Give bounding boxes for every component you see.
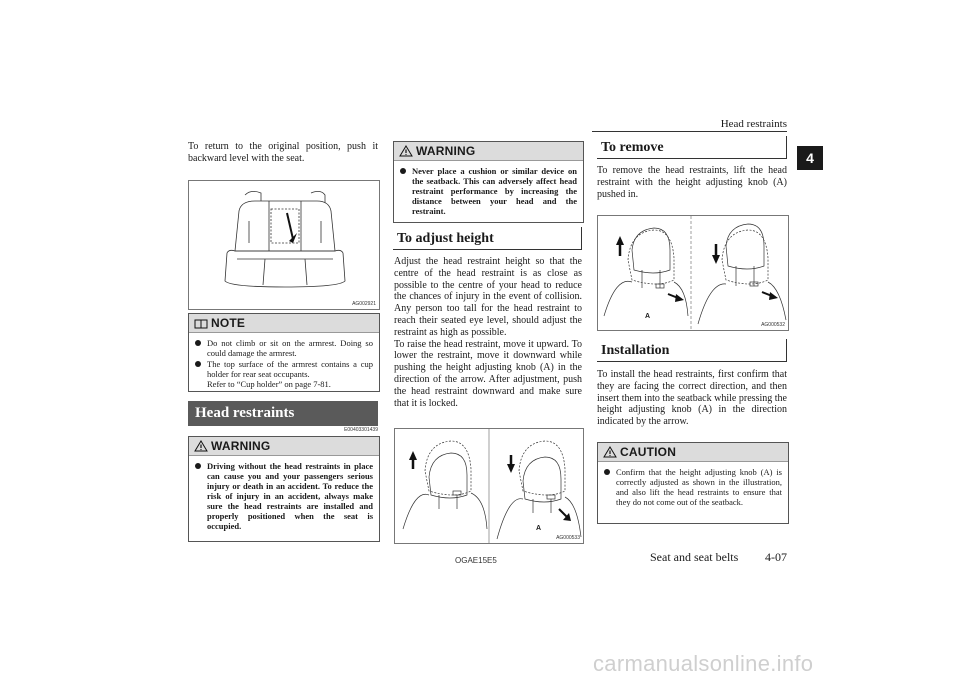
label-a: A (536, 525, 542, 532)
figure-code: AG000533 (556, 535, 580, 541)
install-paragraph: To install the head restraints, first confirm that they are facing the correct direction, and then insert them into the seatback while pressing the height adjusting knob (A) in the direction indicated by the arrow. (597, 369, 787, 428)
caution-text: Confirm that the height adjusting knob (A) is correctly adjusted as shown in the illustration, and also lift the head restraints to ensure that they do not come out of the seatback. (616, 467, 782, 507)
warning-header (189, 437, 379, 456)
warning-triangle-icon (399, 145, 413, 157)
column-1 (188, 141, 378, 165)
note-item (195, 359, 373, 389)
warning-text: Never place a cushion or similar device on the seatback. This can adversely affect head restraint performance by increasing the distance between your head and the restraint. (412, 166, 577, 216)
figure-code: AG002921 (352, 301, 376, 307)
warning-box (188, 436, 380, 542)
warning-triangle-icon (194, 440, 208, 452)
adjust-height-heading: To adjust height (393, 227, 582, 250)
header-rule (592, 131, 787, 132)
chapter-tab: 4 (797, 146, 823, 170)
warning-item (195, 461, 373, 531)
warning-box-2 (393, 141, 584, 223)
column-3-remove-text (597, 165, 787, 200)
note-label: NOTE (211, 316, 246, 330)
bullet-icon (195, 340, 201, 346)
installation-heading: Installation (597, 339, 787, 362)
running-header: Head restraints (720, 118, 787, 130)
warning-label: WARNING (211, 439, 271, 453)
note-icon (194, 317, 208, 329)
caution-header (598, 443, 788, 462)
warning-item (400, 166, 577, 216)
caution-triangle-icon (603, 446, 617, 458)
caution-label: CAUTION (620, 445, 677, 459)
note-box (188, 313, 380, 392)
note-text: Do not climb or sit on the armrest. Doing so could damage the armrest. (207, 338, 373, 358)
bullet-icon (604, 469, 610, 475)
page-number: 4-07 (765, 550, 787, 564)
adjust-paragraph-1: Adjust the head restraint height so that the centre of the head restraint is as close as possible to the centre of your head to reduce the chances of injury in the event of collision. Any person too tall for the head restraint to reach their seated eye level, should adjust the restraint as high as possible. (394, 256, 582, 338)
footer-right (650, 550, 787, 565)
note-header (189, 314, 379, 333)
head-restraint-adjust-illustration (395, 429, 583, 543)
section-code: E00403301439 (344, 427, 378, 433)
footer-section: Seat and seat belts (650, 550, 739, 564)
figure-code: AG000532 (761, 322, 785, 328)
intro-paragraph: To return to the original position, push it backward level with the seat. (188, 141, 378, 164)
head-restraint-remove-illustration (598, 216, 788, 330)
column-3-install-text (597, 369, 787, 428)
bullet-icon (195, 463, 201, 469)
caution-box (597, 442, 789, 524)
note-text: The top surface of the armrest contains a cup holder for rear seat occupants. Refer to “Cup holder” on page 7-81. (207, 359, 373, 389)
armrest-figure (188, 180, 380, 310)
warning-header (394, 142, 583, 161)
warning-text: Driving without the head restraints in place can cause you and your passengers serious injury or death in an accident. To reduce the risk of injury in an accident, always make sure the head restraints are installed and properly positioned when the seat is occupied. (207, 461, 373, 531)
footer-code: OGAE15E5 (455, 556, 497, 565)
column-2-text (394, 256, 582, 409)
warning-label: WARNING (416, 144, 476, 158)
remove-paragraph: To remove the head restraints, lift the head restraint with the height adjusting knob (A) pushed in. (597, 165, 787, 200)
bullet-icon (400, 168, 406, 174)
label-a: A (645, 313, 651, 320)
rear-seat-illustration (189, 181, 379, 309)
watermark: carmanualsonline.info (593, 651, 814, 676)
bullet-icon (195, 361, 201, 367)
adjust-height-figure (394, 428, 584, 544)
adjust-paragraph-2: To raise the head restraint, move it upward. To lower the restraint, move it downward while pushing the height adjusting knob (A) in the direction of the arrow. After adjustment, push the head restraint downward and make sure that it is locked. (394, 338, 582, 409)
section-title: Head restraints (188, 401, 378, 426)
caution-item (604, 467, 782, 507)
remove-figure (597, 215, 789, 331)
note-item (195, 338, 373, 358)
to-remove-heading: To remove (597, 136, 787, 159)
